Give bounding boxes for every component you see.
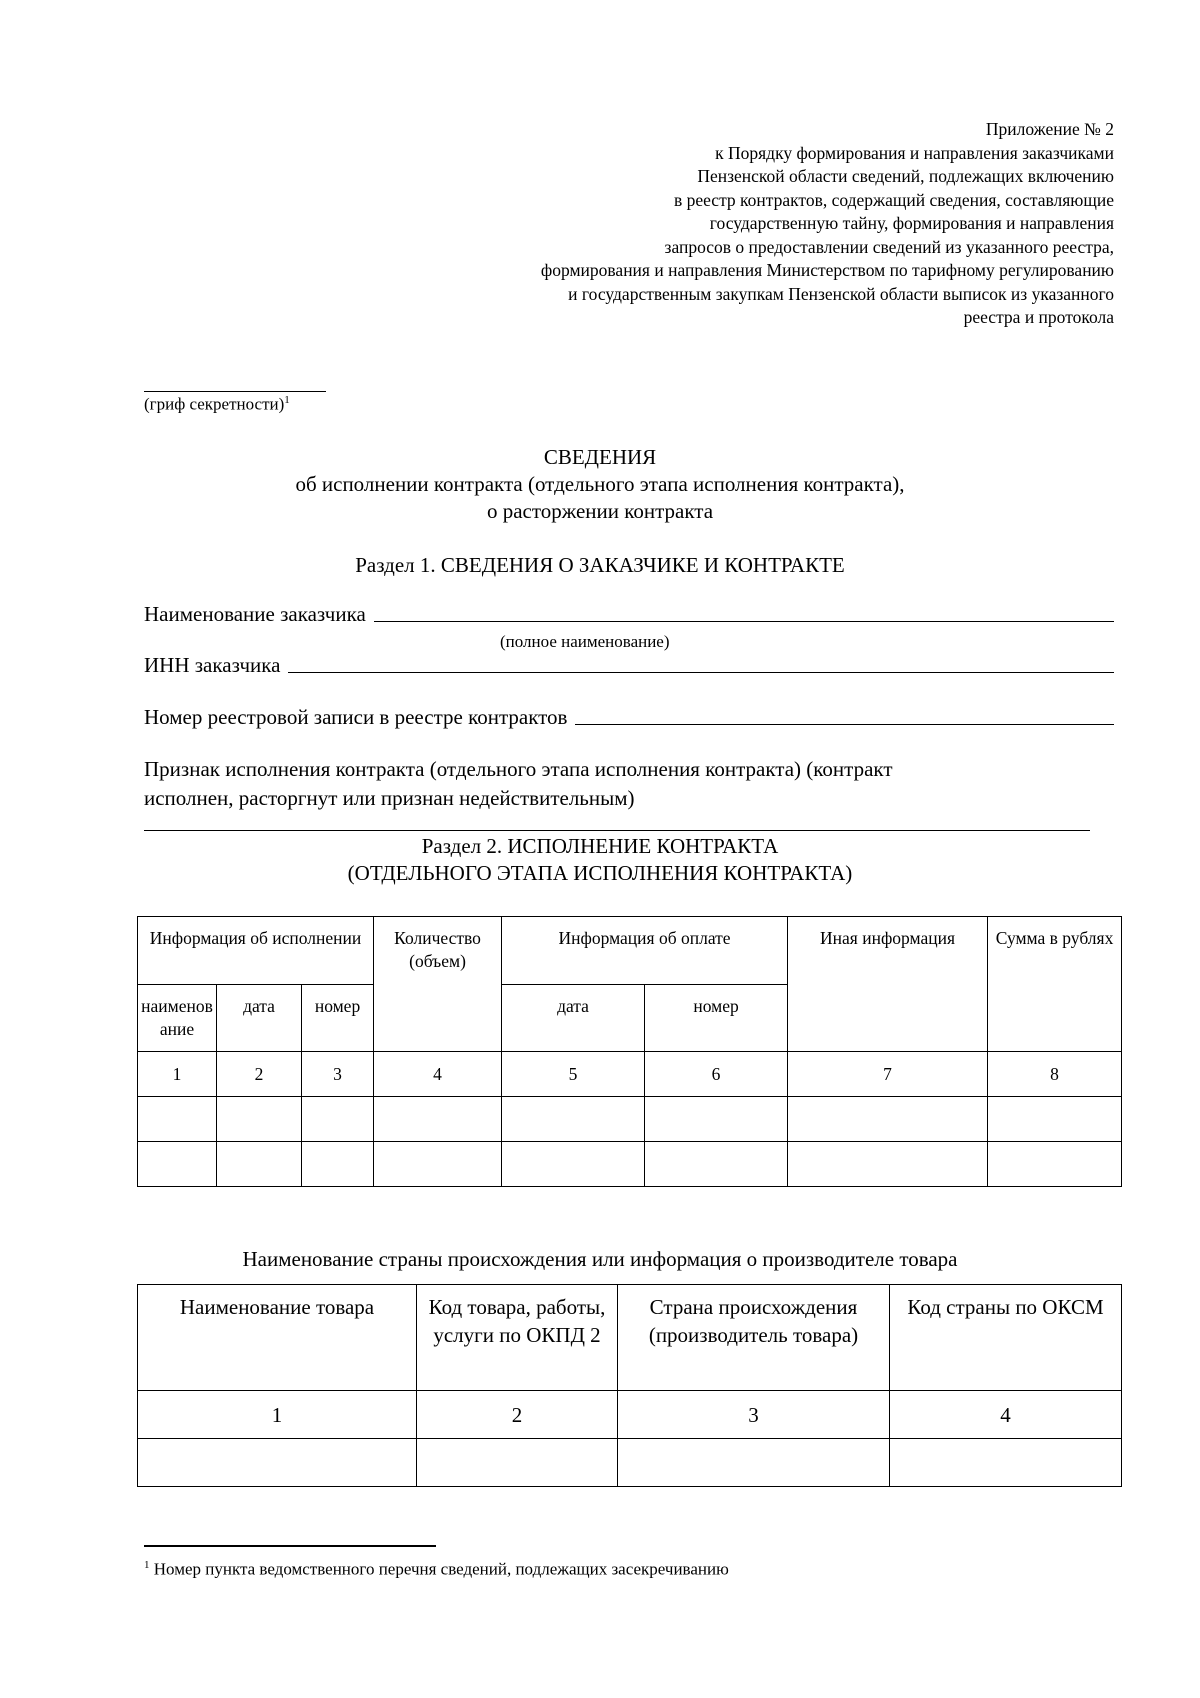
customer-name-label: Наименование заказчика	[144, 602, 366, 626]
empty-cell[interactable]	[417, 1439, 618, 1487]
table-row	[138, 1097, 1122, 1142]
country-code-header: Код страны по ОКСМ	[890, 1285, 1122, 1391]
column-number: 3	[302, 1052, 374, 1097]
empty-cell[interactable]	[645, 1142, 788, 1187]
section2-heading-line2: (ОТДЕЛЬНОГО ЭТАПА ИСПОЛНЕНИЯ КОНТРАКТА)	[347, 861, 853, 885]
column-number: 8	[988, 1052, 1122, 1097]
section1-heading: Раздел 1. СВЕДЕНИЯ О ЗАКАЗЧИКЕ И КОНТРАКТЕ	[355, 553, 845, 577]
column-number: 3	[618, 1391, 890, 1439]
registry-number-line[interactable]	[575, 723, 1114, 725]
inn-line[interactable]	[288, 671, 1114, 673]
inn-label: ИНН заказчика	[144, 653, 281, 677]
appendix-line: и государственным закупкам Пензенской области выписок из указанного	[568, 283, 1114, 304]
appendix-line: в реестр контрактов, содержащий сведения, составляющие	[673, 189, 1114, 210]
empty-cell[interactable]	[502, 1097, 645, 1142]
empty-cell[interactable]	[645, 1097, 788, 1142]
empty-cell[interactable]	[302, 1142, 374, 1187]
footnote-mark: 1	[144, 1559, 150, 1571]
name-subheader: наименование	[138, 985, 217, 1052]
registry-number-field[interactable]	[144, 705, 1114, 730]
quantity-header: Количество (объем)	[374, 917, 502, 1052]
execution-status-line[interactable]	[144, 830, 1090, 831]
footnote	[144, 1559, 729, 1580]
execution-table	[137, 916, 1122, 1187]
execution-status-line1: Признак исполнения контракта (отдельного этапа исполнения контракта) (контракт	[144, 757, 893, 781]
column-number: 2	[217, 1052, 302, 1097]
column-number: 2	[417, 1391, 618, 1439]
column-number: 1	[138, 1391, 417, 1439]
inn-field[interactable]	[144, 653, 1114, 678]
payment-info-header: Информация об оплате	[502, 917, 788, 985]
document-subtitle-line1: об исполнении контракта (отдельного этапа исполнения контракта),	[295, 472, 905, 496]
column-number: 4	[890, 1391, 1122, 1439]
appendix-line: Пензенской области сведений, подлежащих включению	[697, 166, 1114, 186]
sum-header: Сумма в рублях	[988, 917, 1122, 1052]
other-info-header: Иная информация	[788, 917, 988, 1052]
appendix-header	[394, 118, 1114, 330]
product-code-header: Код товара, работы, услуги по ОКПД 2	[417, 1285, 618, 1391]
footnote-separator	[144, 1545, 436, 1547]
payment-date-subheader: дата	[502, 985, 645, 1052]
payment-number-subheader: номер	[645, 985, 788, 1052]
customer-name-line[interactable]	[374, 620, 1114, 622]
footnote-text: Номер пункта ведомственного перечня сведений, подлежащих засекречиванию	[153, 1559, 729, 1579]
origin-table	[137, 1284, 1122, 1487]
secrecy-stamp-label: (гриф секретности)	[144, 394, 285, 414]
column-number: 7	[788, 1052, 988, 1097]
origin-heading: Наименование страны происхождения или информация о производителе товара	[242, 1247, 958, 1271]
empty-cell[interactable]	[138, 1142, 217, 1187]
appendix-line: реестра и протокола	[963, 307, 1114, 327]
empty-cell[interactable]	[502, 1142, 645, 1187]
column-number: 4	[374, 1052, 502, 1097]
empty-cell[interactable]	[138, 1097, 217, 1142]
empty-cell[interactable]	[890, 1439, 1122, 1487]
empty-cell[interactable]	[374, 1097, 502, 1142]
date-subheader: дата	[217, 985, 302, 1052]
country-origin-header: Страна происхождения (производитель товара)	[618, 1285, 890, 1391]
appendix-line: государственную тайну, формирования и направления	[709, 213, 1114, 233]
footnote-marker: 1	[284, 394, 290, 406]
column-number: 1	[138, 1052, 217, 1097]
appendix-line: Приложение № 2	[985, 119, 1114, 139]
product-name-header: Наименование товара	[138, 1285, 417, 1391]
empty-cell[interactable]	[217, 1142, 302, 1187]
column-number: 6	[645, 1052, 788, 1097]
empty-cell[interactable]	[988, 1097, 1122, 1142]
appendix-line: формирования и направления Министерством по тарифному регулированию	[540, 260, 1114, 280]
empty-cell[interactable]	[374, 1142, 502, 1187]
empty-cell[interactable]	[138, 1439, 417, 1487]
section2-heading-line1: Раздел 2. ИСПОЛНЕНИЕ КОНТРАКТА	[421, 834, 779, 858]
registry-number-label: Номер реестровой записи в реестре контрактов	[144, 705, 568, 729]
execution-status-label	[144, 755, 1044, 813]
table-row	[138, 1142, 1122, 1187]
number-subheader: номер	[302, 985, 374, 1052]
customer-name-field[interactable]	[144, 602, 1114, 627]
empty-cell[interactable]	[217, 1097, 302, 1142]
execution-status-line2: исполнен, расторгнут или признан недействительным)	[144, 786, 635, 810]
empty-cell[interactable]	[618, 1439, 890, 1487]
appendix-line: к Порядку формирования и направления заказчиками	[715, 142, 1114, 163]
column-number: 5	[502, 1052, 645, 1097]
exec-info-header: Информация об исполнении	[138, 917, 374, 985]
table-row	[138, 1439, 1122, 1487]
customer-name-hint: (полное наименование)	[500, 632, 670, 651]
empty-cell[interactable]	[302, 1097, 374, 1142]
secrecy-stamp-field	[144, 391, 326, 415]
document-title: СВЕДЕНИЯ	[543, 445, 657, 469]
appendix-line: запросов о предоставлении сведений из указанного реестра,	[664, 236, 1114, 257]
empty-cell[interactable]	[788, 1097, 988, 1142]
empty-cell[interactable]	[788, 1142, 988, 1187]
empty-cell[interactable]	[988, 1142, 1122, 1187]
document-subtitle-line2: о расторжении контракта	[486, 499, 714, 523]
